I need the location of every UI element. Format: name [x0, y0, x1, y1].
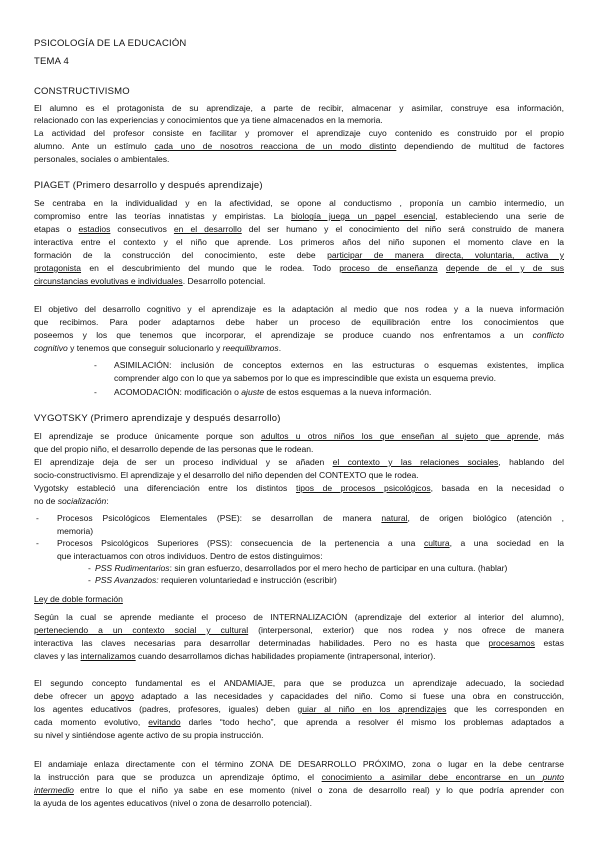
bullet-dash: - — [36, 538, 39, 548]
bullet-asimilacion-cont: comprender algo con lo que ya sabemos por lo que es imprescindible que exista un esquema previo. — [114, 373, 496, 383]
underlined-text: circunstancias evolutivas e individuales — [34, 276, 183, 286]
document-subtitle: TEMA 4 — [34, 56, 69, 67]
paragraph-line: circunstancias evolutivas e individuales. Desarrollo potencial. — [34, 276, 266, 286]
underlined-text: procesamos — [488, 638, 535, 648]
paragraph-line: El alumno es el protagonista de su aprendizaje, a parte de recibir, almacenar y asimilar, construye esa información, — [34, 103, 564, 113]
paragraph-line: socio-constructivismo. El aprendizaje y el desarrollo del niño dependen del CONTEXTO que le rodea. — [34, 470, 419, 480]
underlined-text: depende de el y de sus — [445, 263, 564, 273]
paragraph-line: no de socialización: — [34, 496, 109, 506]
paragraph-line: la ayuda de los agentes educativos (nivel o zona de desarrollo potencial). — [34, 798, 312, 808]
paragraph-line: protagonista en el descubrimiento del mundo que le rodea. Todo proceso de enseñanza depende de el y de sus — [34, 263, 564, 273]
paragraph-line: El aprendizaje deja de ser un proceso individual y se añaden el contexto y las relaciones sociales, hablando del — [34, 457, 564, 467]
bullet-dash: - — [94, 387, 97, 397]
ley-heading — [34, 594, 564, 605]
paragraph-line: los agentes educativos (padres, profesores, iguales) deben guiar al niño en los aprendizajes que les corresponden en — [34, 704, 564, 714]
underlined-text: intermedio — [34, 785, 74, 795]
paragraph-line: Se centraba en la individualidad y en la afectividad, se opone al conductismo , proponía un cambio intermedio, un — [34, 198, 564, 208]
paragraph-line: compromiso entre las teorías innatistas y empiristas. La biología juega un papel esencial, estableciendo una serie de — [34, 211, 564, 221]
paragraph-line: etapas o estadios consecutivos en el desarrollo del ser humano y el conocimiento del niño será construido de manera — [34, 224, 564, 234]
paragraph-line: que recibimos. Para poder adaptarnos debe haber un proceso de equilibración entre los conocimientos que — [34, 317, 564, 327]
paragraph-line: Según la cual se aprende mediante el proceso de INTERNALIZACIÓN (aprendizaje del exterior al interior del alumno), — [34, 612, 564, 622]
paragraph-line: interactiva las claves necesarias para desarrollar determinadas habilidades. Pero no es hasta que procesamos estas — [34, 638, 564, 648]
paragraph-line: poseemos y los que tenemos que incorporar, el aprendizaje se produce cuando nos enfrentamos a un conflicto — [34, 330, 564, 340]
underlined-text: protagonista — [34, 263, 82, 273]
underlined-text: guiar al niño en los aprendizajes — [297, 704, 447, 714]
bullet-pss-cont: que interactuamos con otros individuos. Dentro de estos distinguimos: — [57, 551, 323, 561]
underlined-text: punto — [542, 772, 564, 782]
paragraph-line: El aprendizaje se produce únicamente porque son adultos u otros niños los que enseñan al sujeto que aprende, más — [34, 431, 564, 441]
paragraph-line: Vygotsky estableció una diferenciación entre los distintos tipos de procesos psicológicos, basada en la necesidad o — [34, 483, 564, 493]
paragraph-line: la instrucción para que se produzca un aprendizaje óptimo, el conocimiento a asimilar debe encontrarse en un punto — [34, 772, 564, 782]
ley-heading-text: Ley de doble formación — [34, 594, 123, 604]
underlined-text: adultos u otros niños los que enseñan al sujeto que aprende — [260, 431, 539, 441]
bullet-dash: - — [88, 563, 91, 573]
paragraph-line: su nivel y sintiéndose agente activo de su propia instrucción. — [34, 730, 264, 740]
paragraph-line: El objetivo del desarrollo cognitivo y el aprendizaje es la adaptación al medio que nos rodea y a la nueva información — [34, 304, 564, 314]
paragraph-line: intermedio entre lo que el niño ya sabe en ese momento (nivel o zona de desarrollo real) y lo que podría aprender con — [34, 785, 564, 795]
underlined-text: biología juega un papel esencial — [291, 211, 436, 221]
underlined-text: en el desarrollo — [173, 224, 242, 234]
bullet-pss: Procesos Psicológicos Superiores (PSS): consecuencia de la pertenencia a una cultura, a una sociedad en la — [57, 538, 564, 548]
bullet-pse-cont: memoria) — [57, 526, 94, 536]
paragraph-line: debe ofrecer un apoyo adaptado a las necesidades y capacidades del niño. Como si fuese una obra en construcción, — [34, 691, 564, 701]
paragraph-line: cognitivo y tenemos que conseguir solucionarlo y reequilibramos. — [34, 343, 282, 353]
paragraph-line: El andamiaje enlaza directamente con el término ZONA DE DESARROLLO PRÓXIMO, zona o lugar en la debe centrarse — [34, 759, 564, 769]
underlined-text: natural — [381, 513, 408, 523]
sub-bullet-rudimentarios: PSS Rudimentarios: sin gran esfuerzo, desarrollados por el mero hecho de participar en una cultura. (hablar) — [95, 563, 508, 573]
constructivismo-heading: CONSTRUCTIVISMO — [34, 86, 130, 97]
underlined-text: cultura — [423, 538, 450, 548]
underlined-text: el contexto y las relaciones sociales — [332, 457, 499, 467]
underlined-text: estadios — [78, 224, 111, 234]
underlined-text: apoyo — [110, 691, 134, 701]
paragraph-line: que del propio niño, el desarrollo depende de las personas que le rodean. — [34, 444, 314, 454]
paragraph-line: La actividad del profesor consiste en facilitar y promover el aprendizaje cuyo contenido es construido por el propio — [34, 128, 564, 138]
underlined-text: conocimiento a asimilar debe encontrarse en un — [321, 772, 543, 782]
underlined-text: evitando — [148, 717, 181, 727]
underlined-text: internalizamos — [80, 651, 136, 661]
bullet-asimilacion: ASIMILACIÓN: inclusión de conceptos externos en las estructuras o esquemas existentes, implica — [114, 360, 564, 370]
paragraph-line: formación de la construcción del conocimiento, este debe participar de manera directa, voluntaria, activa y — [34, 250, 564, 260]
paragraph-line: perteneciendo a un contexto social y cultural (interpersonal, exterior) que nos rodea y nos ofrece de manera — [34, 625, 564, 635]
bullet-acomodacion: ACOMODACIÓN: modificación o ajuste de estos esquemas a la nueva información. — [114, 387, 432, 397]
sub-bullet-avanzados: PSS Avanzados: requieren voluntariedad e instrucción (escribir) — [95, 575, 337, 585]
paragraph-line: El segundo concepto fundamental es el ANDAMIAJE, para que se produzca un aprendizaje adecuado, la sociedad — [34, 678, 564, 688]
underlined-text: cada uno de nosotros reacciona de un modo distinto — [154, 141, 397, 151]
paragraph-line: claves y las internalizamos cuando desarrollamos dichas habilidades propiamente (intrapersonal, interior). — [34, 651, 436, 661]
bullet-dash: - — [88, 575, 91, 585]
bullet-pse: Procesos Psicológicos Elementales (PSE): se desarrollan de manera natural, de origen biológico (atención , — [57, 513, 564, 523]
underlined-text: tipos de procesos psicológicos — [295, 483, 431, 493]
underlined-text: participar de manera directa, voluntaria, activa y — [327, 250, 564, 260]
underlined-text: perteneciendo a un contexto social y cultural — [34, 625, 249, 635]
piaget-heading: PIAGET (Primero desarrollo y después aprendizaje) — [34, 180, 263, 191]
underlined-text: proceso de enseñanza — [339, 263, 438, 273]
document-title: PSICOLOGÍA DE LA EDUCACIÓN — [34, 38, 187, 49]
bullet-dash: - — [36, 513, 39, 523]
paragraph-line: personales, sociales o ambientales. — [34, 154, 170, 164]
vygotsky-heading: VYGOTSKY (Primero aprendizaje y después desarrollo) — [34, 413, 281, 424]
bullet-dash: - — [94, 360, 97, 370]
paragraph-line: alumno. Ante un estímulo cada uno de nosotros reacciona de un modo distinto dependiendo de multitud de factores — [34, 141, 564, 151]
paragraph-line: interactiva entre el contexto y el niño que aprende. Los primeros años del niño suponen el momento clave en la — [34, 237, 564, 247]
paragraph-line: relacionado con las experiencias y conocimientos que ya tiene almacenados en la memoria. — [34, 115, 383, 125]
paragraph-line: cada momento evolutivo, evitando darles “todo hecho”, que aprenda a resolver él mismo los problemas adaptados a — [34, 717, 564, 727]
